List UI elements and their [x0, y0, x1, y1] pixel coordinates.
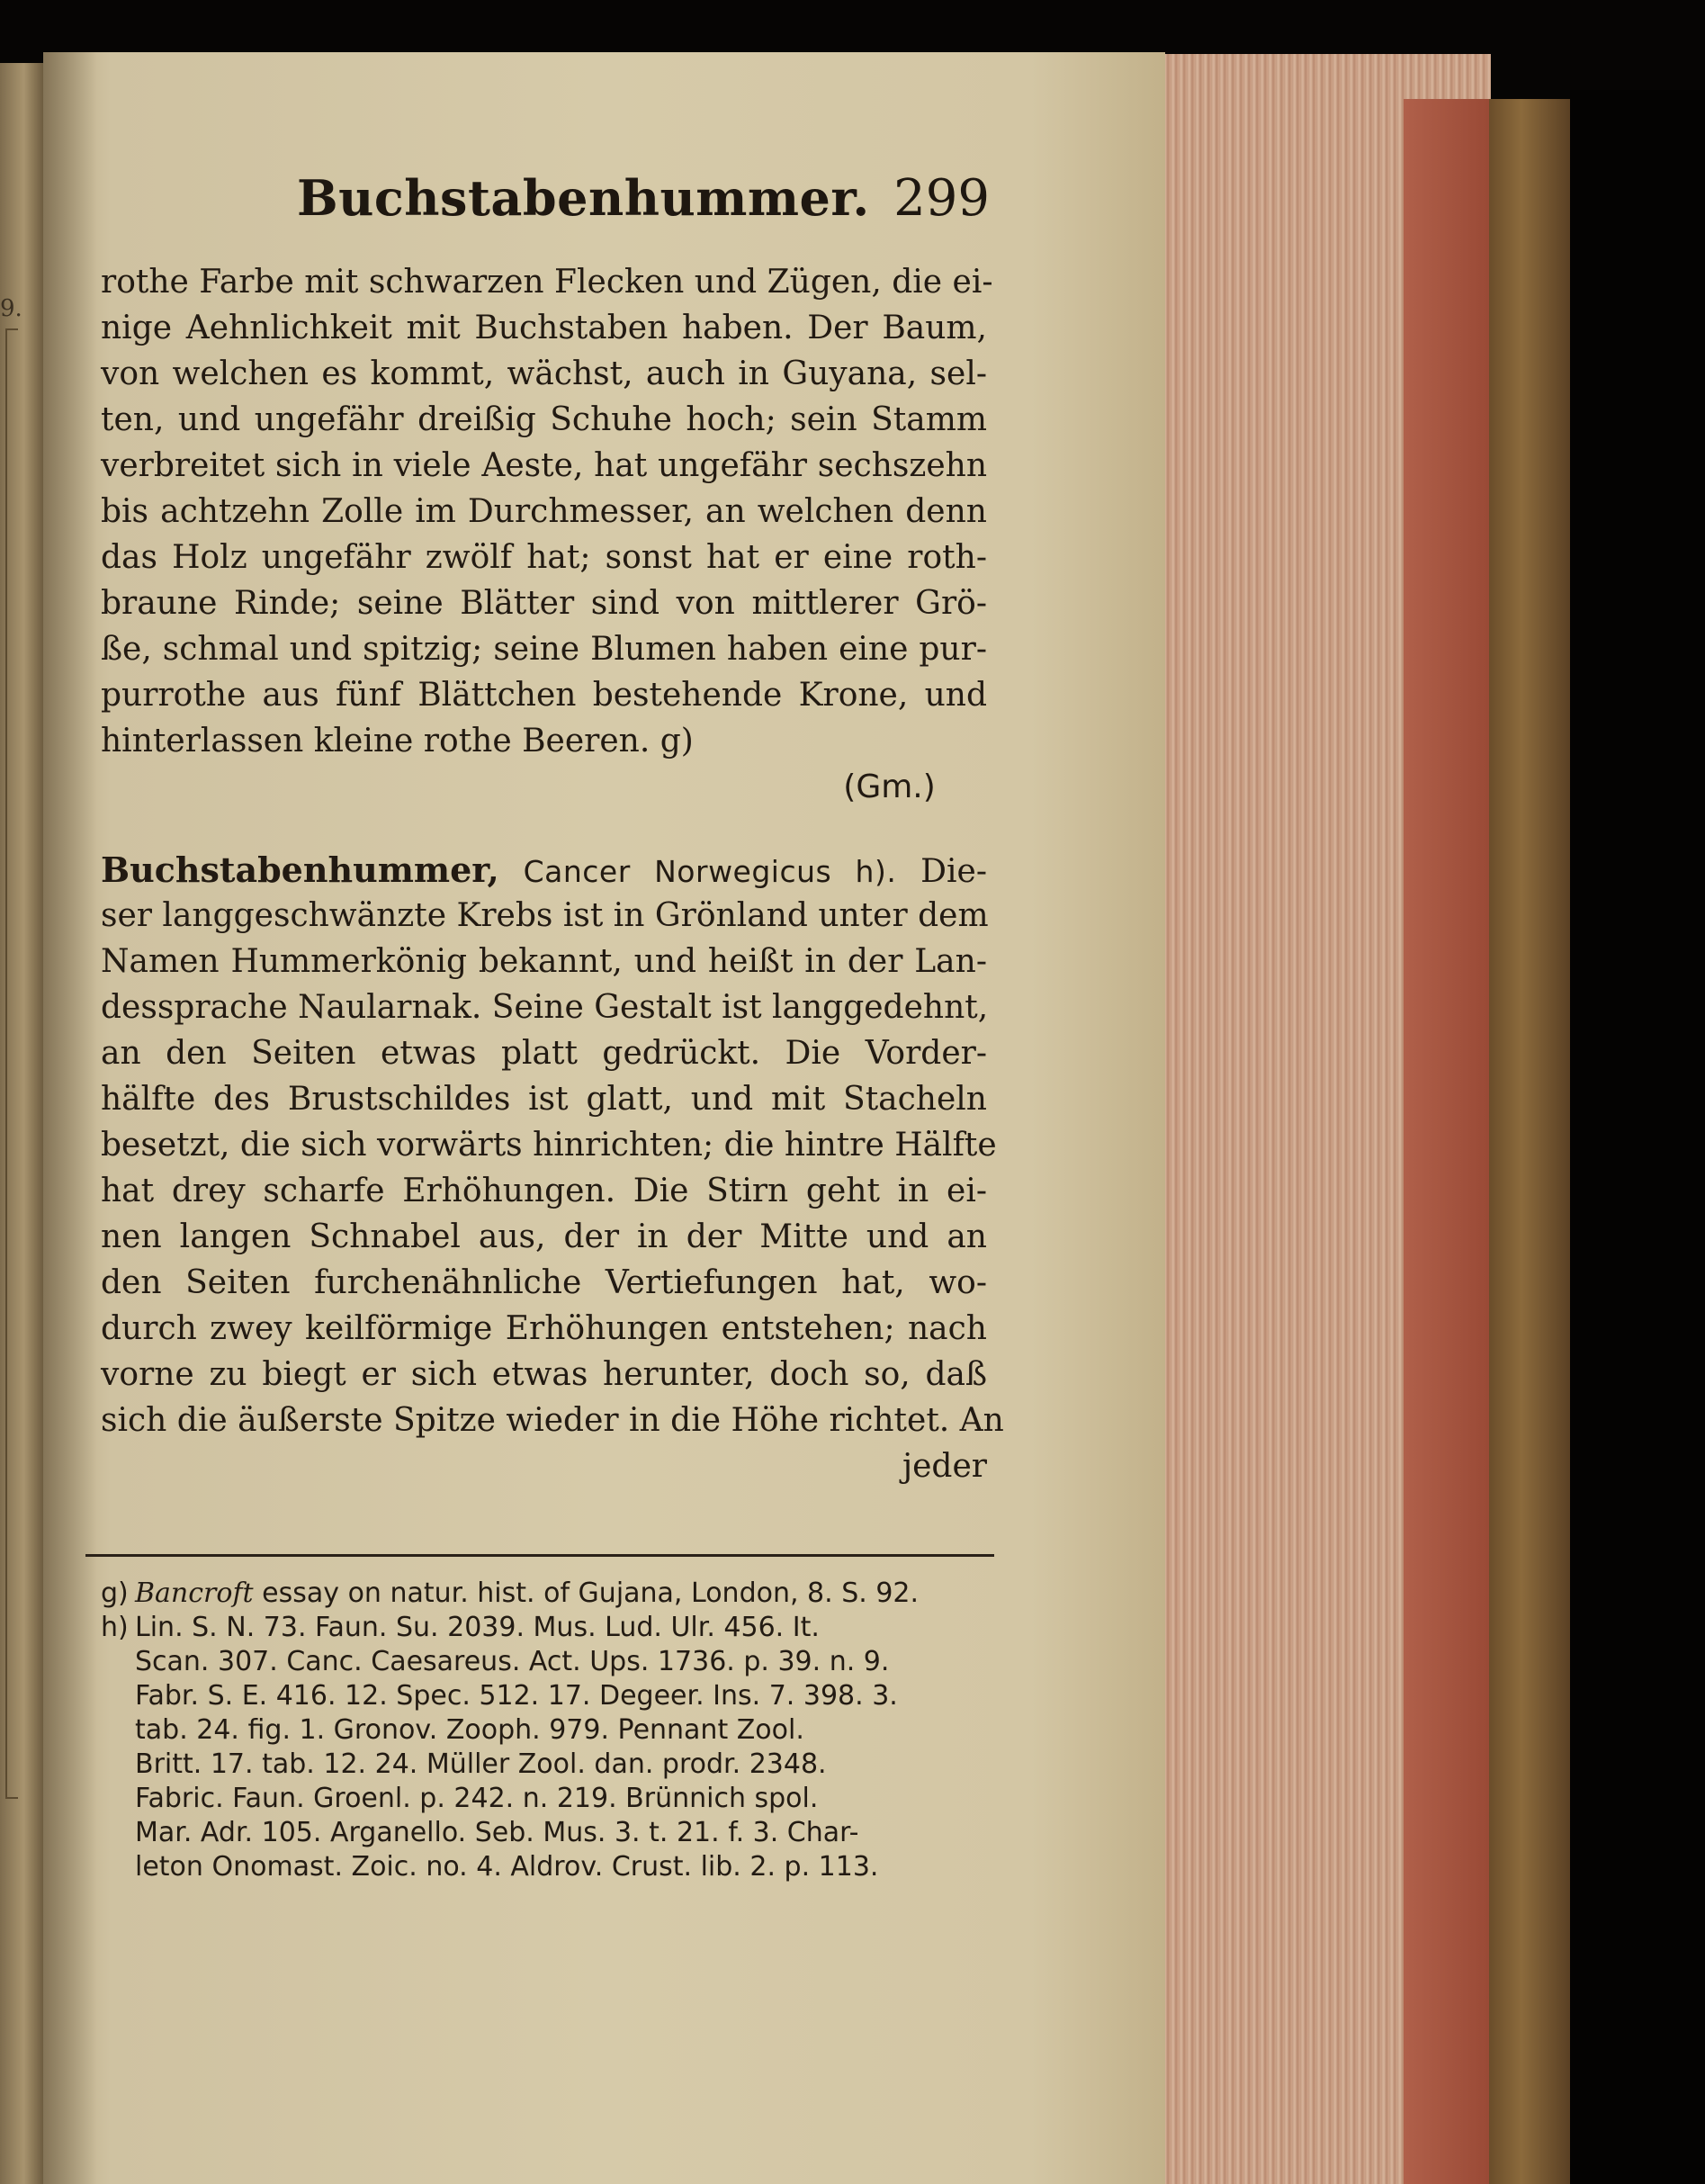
text-line: den Seiten furchenähnliche Vertiefungen hat, wo- — [101, 1264, 987, 1301]
footnote-line: Fabric. Faun. Groenl. p. 242. n. 219. Brünnich spol. — [135, 1783, 819, 1814]
text-line: purrothe aus fünf Blättchen bestehende Krone, und — [101, 677, 987, 714]
facing-page-edge — [0, 63, 43, 2184]
text-line: vorne zu biegt er sich etwas herunter, doch so, daß — [101, 1356, 987, 1393]
text-line: an den Seiten etwas platt gedrückt. Die Vorder- — [101, 1035, 987, 1072]
text-line: das Holz ungefähr zwölf hat; sonst hat er eine roth- — [101, 539, 987, 576]
text-line: verbreitet sich in viele Aeste, hat ungefähr sechszehn — [101, 447, 987, 484]
text-line: nige Aehnlichkeit mit Buchstaben haben. Der Baum, — [101, 310, 987, 346]
text-line: bis achtzehn Zolle im Durchmesser, an welchen denn — [101, 493, 987, 530]
text-line: ße, schmal und spitzig; seine Blumen haben eine pur- — [101, 631, 987, 668]
gutter-shadow — [43, 52, 97, 2184]
text-line: von welchen es kommt, wächst, auch in Guyana, sel- — [101, 355, 987, 392]
book-edge-stain — [1404, 99, 1489, 2184]
footnote-line: Mar. Adr. 105. Arganello. Seb. Mus. 3. t. 21. f. 3. Char- — [135, 1817, 859, 1848]
footnote-line: Scan. 307. Canc. Caesareus. Act. Ups. 1736. p. 39. n. 9. — [135, 1646, 890, 1677]
footnote-label: h) — [101, 1612, 129, 1643]
text-line: sich die äußerste Spitze wieder in die Höhe richtet. An — [101, 1402, 1004, 1439]
entry-first-line — [101, 847, 987, 893]
footnote-g — [101, 1577, 1010, 1611]
footnote-line: Fabr. S. E. 416. 12. Spec. 512. 17. Degeer. Ins. 7. 398. 3. — [135, 1680, 898, 1712]
footnote-author: Bancroft — [135, 1577, 254, 1609]
paragraph-continuation — [101, 259, 993, 810]
text-line: ser langgeschwänzte Krebs ist in Grönland unter dem — [101, 897, 989, 934]
text-line: besetzt, die sich vorwärts hinrichten; die hintre Hälfte — [101, 1127, 997, 1164]
footnote-line: Britt. 17. tab. 12. 24. Müller Zool. dan. prodr. 2348. — [135, 1748, 827, 1780]
footnote-label: g) — [101, 1577, 129, 1609]
running-title: Buchstabenhummer. — [297, 169, 870, 227]
text-line: nen langen Schnabel aus, der in der Mitte und an — [101, 1218, 987, 1255]
dictionary-entry — [101, 847, 1004, 1489]
footnote-text: essay on natur. hist. of Gujana, London, 8. S. 92. — [262, 1577, 920, 1609]
footnote-text: Lin. S. N. 73. Faun. Su. 2039. Mus. Lud. Ulr. 456. It. — [135, 1612, 820, 1643]
text-line: braune Rinde; seine Blätter sind von mittlerer Grö- — [101, 585, 987, 622]
text-line: hat drey scharfe Erhöhungen. Die Stirn geht in ei- — [101, 1173, 987, 1209]
footnotes — [101, 1577, 1010, 1884]
footnote-line: leton Onomast. Zoic. no. 4. Aldrov. Crust. lib. 2. p. 113. — [135, 1851, 879, 1883]
book-cover-edge — [1489, 99, 1570, 2184]
catchword: jeder — [902, 1448, 987, 1485]
text-line: Namen Hummerkönig bekannt, und heißt in der Lan- — [101, 943, 987, 980]
page-header — [297, 169, 990, 232]
text-line: rothe Farbe mit schwarzen Flecken und Zügen, die ei- — [101, 264, 993, 301]
facing-page-rule — [5, 328, 18, 1799]
text-line: dessprache Naularnak. Seine Gestalt ist langgedehnt, — [101, 989, 989, 1026]
background-shadow — [1570, 90, 1705, 2184]
text-line: durch zwey keilförmige Erhöhungen entstehen; nach — [101, 1310, 987, 1347]
text-line: ten, und ungefähr dreißig Schuhe hoch; sein Stamm — [101, 401, 987, 438]
facing-page-mark: 9. — [0, 295, 22, 322]
footnote-rule — [85, 1554, 994, 1557]
entry-first-line-rest: Die- — [920, 853, 987, 890]
page-number: 299 — [893, 169, 990, 228]
text-line: hälfte des Brustschildes ist glatt, und mit Stacheln — [101, 1081, 987, 1118]
signature-text: (Gm.) — [843, 768, 936, 805]
author-signature — [101, 764, 987, 810]
entry-headword: Buchstabenhummer, — [101, 849, 499, 890]
text-line: hinterlassen kleine rothe Beeren. g) — [101, 723, 694, 759]
latin-name: Cancer Norwegicus h). — [523, 854, 897, 889]
footnote-h — [101, 1611, 1010, 1645]
footnote-line: tab. 24. fig. 1. Gronov. Zooph. 979. Pennant Zool. — [135, 1714, 804, 1746]
